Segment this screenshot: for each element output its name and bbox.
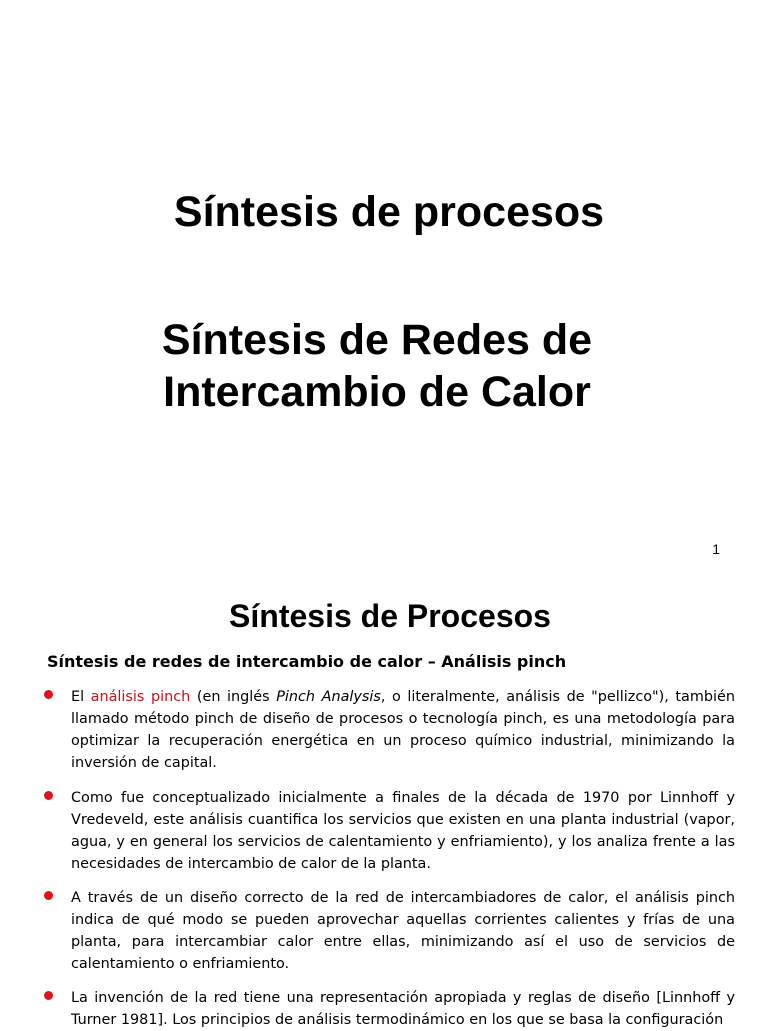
section-heading: Síntesis de redes de intercambio de calor – Análisis pinch [47,652,567,671]
bullet-dot-icon [44,690,53,699]
content-slide-title: Síntesis de Procesos [229,598,551,634]
bullet-text: La invención de la red tiene una representación apropiada y reglas de diseño [Linnhoff y Turner 1981]. Los principios de análisis termodinámico en los que se basa la configuración [71,990,735,1028]
bullet-dot-icon [44,791,53,800]
bullet-text: Como fue conceptualizado inicialmente a finales de la década de 1970 por Linnhoff y Vredeveld, este análisis cuantifica los servicios que existen en una planta industrial (vapor, agua, y en general los servicios de calentamiento y enfriamiento), y los analiza frente a las necesidades de intercambio de calor de la planta. [71,790,735,872]
bullet-text-segment: (en inglés [190,689,277,705]
slide-subtitle [0,314,754,418]
subtitle-line-1: Síntesis de Redes de [161,316,593,364]
bullet-dot-icon [44,891,53,900]
list-item [44,787,735,875]
bullet-text: A través de un diseño correcto de la red de intercambiadores de calor, el análisis pinch indica de qué modo se pueden aprovechar aquellas corrientes calientes y frías de una planta, para intercambiar calor entre ellas, minimizando así el uso de servicios de calentamiento o enfriamiento. [71,890,735,972]
bullet-dot-icon [44,991,53,1000]
bullet-text-segment: El [71,689,91,705]
list-item [44,686,735,774]
bullet-text [71,686,735,774]
subtitle-line-2: Intercambio de Calor [163,368,591,416]
slide-title: Síntesis de procesos [173,188,605,236]
page-number: 1 [712,541,720,557]
list-item [44,887,735,975]
list-item [44,987,735,1031]
highlighted-term: análisis pinch [90,689,191,705]
bullet-text-segment: , o literalmente, análisis de "pellizco"), también llamado método pinch de diseño de procesos o tecnología pinch, es una metodología para optimizar la recuperación energética en un proceso químico industrial, minimizando la inversión de capital. [71,689,736,771]
italic-term: Pinch Analysis [276,689,381,705]
